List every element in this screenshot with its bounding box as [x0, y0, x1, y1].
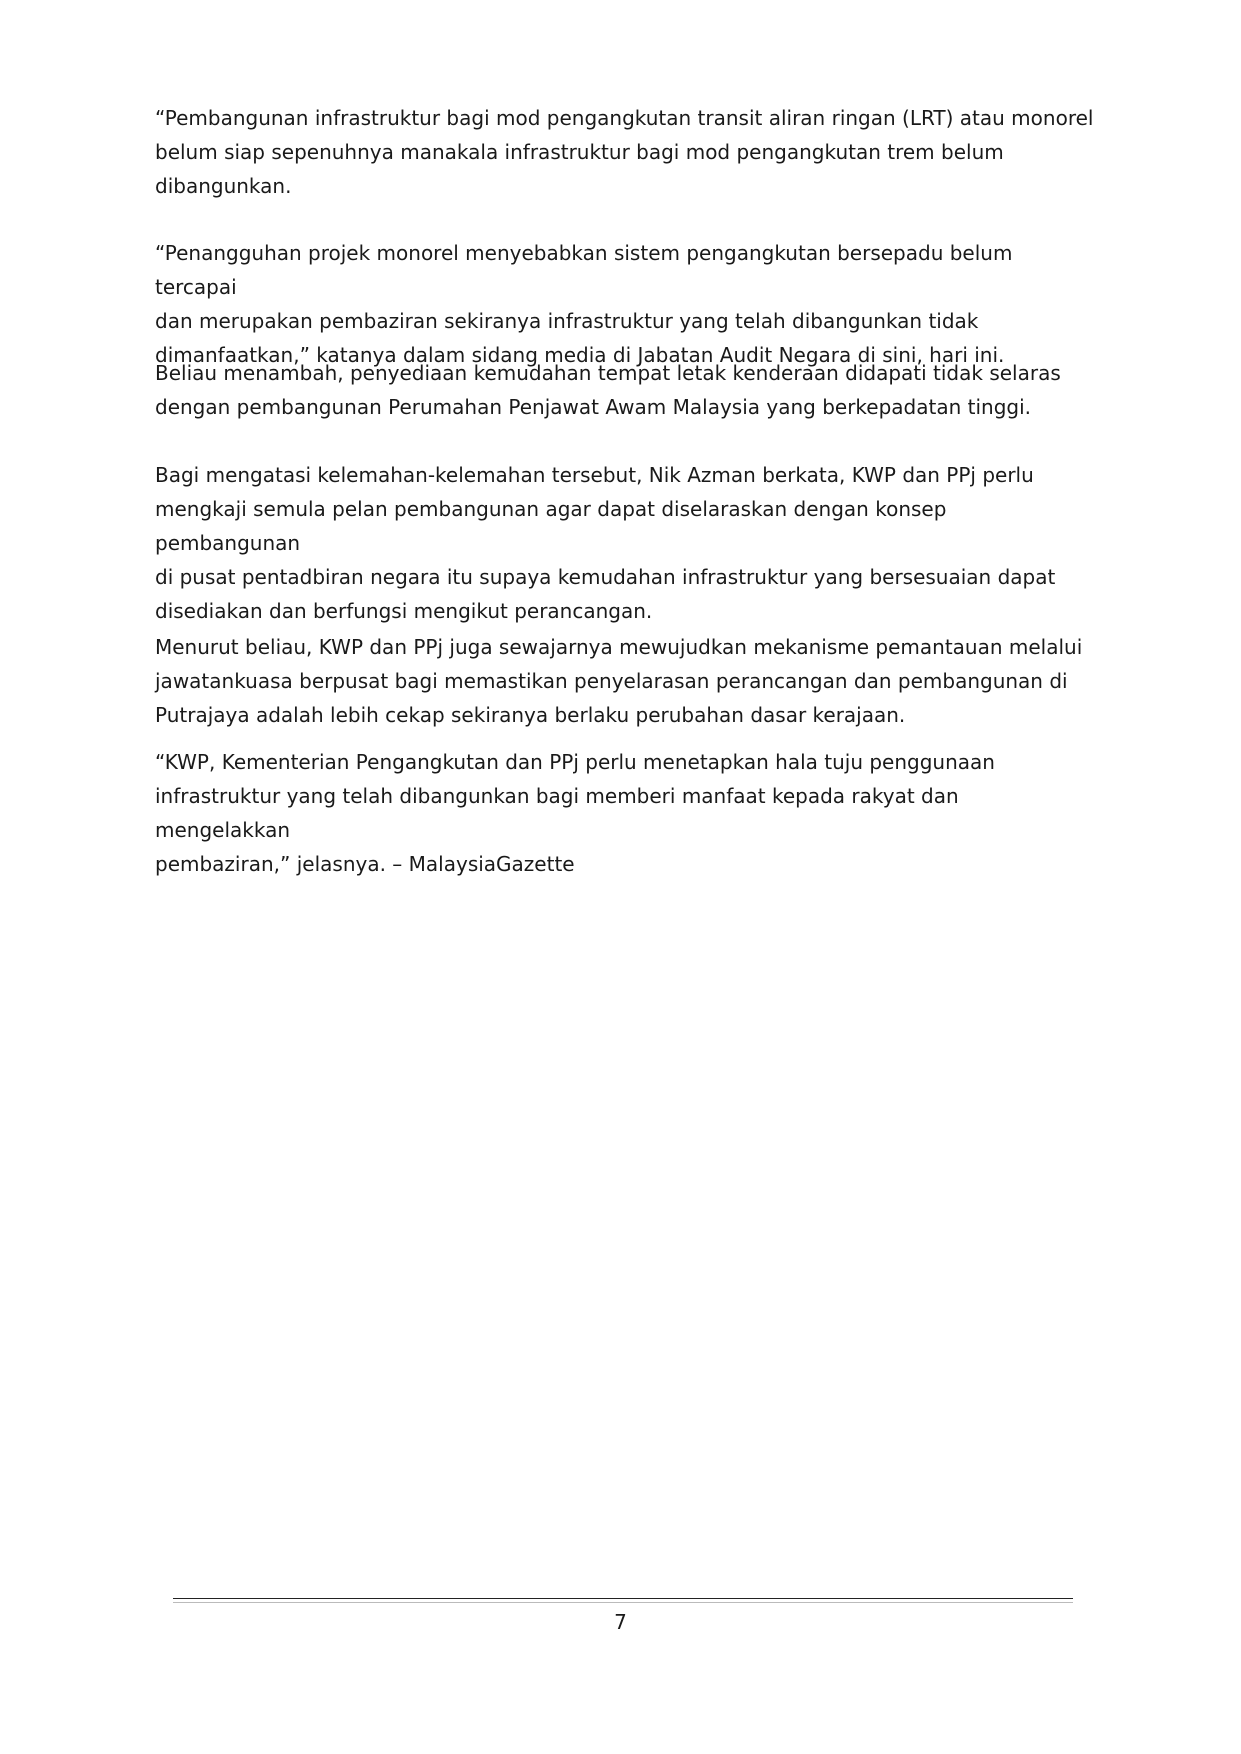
paragraph-lrt-monorail: “Pembangunan infrastruktur bagi mod pengangkutan transit aliran ringan (LRT) atau monorel belum siap sepenuhnya manakala infrastruktur bagi mod pengangkutan trem belum dibangunkan.	[155, 106, 1094, 198]
paragraph-monorail-delay: “Penangguhan projek monorel menyebabkan sistem pengangkutan bersepadu belum tercapai dan merupakan pembaziran sekiranya infrastruktur yang telah dibangunkan tidak dimanfaatkan,” katanya dalam sidang media di Jabatan Audit Negara di sini, hari ini.	[155, 241, 1013, 367]
paragraph-closing-quote: “KWP, Kementerian Pengangkutan dan PPj perlu menetapkan hala tuju penggunaan infrastruktur yang telah dibangunkan bagi memberi manfaat kepada rakyat dan mengelakkan pembaziran,” jelasnya. – MalaysiaGazette	[155, 750, 995, 876]
paragraph-parking: Beliau menambah, penyediaan kemudahan tempat letak kenderaan didapati tidak selaras dengan pembangunan Perumahan Penjawat Awam Malaysia yang berkepadatan tinggi.	[155, 361, 1061, 419]
paragraph-monitoring: Menurut beliau, KWP dan PPj juga sewajarnya mewujudkan mekanisme pemantauan melalui jawatankuasa berpusat bagi memastikan penyelarasan perancangan dan pembangunan di Putrajaya adalah lebih cekap sekiranya berlaku perubahan dasar kerajaan.	[155, 635, 1083, 727]
page-number: 7	[614, 1610, 627, 1634]
footer-divider	[173, 1598, 1073, 1599]
paragraph-recommendation: Bagi mengatasi kelemahan-kelemahan tersebut, Nik Azman berkata, KWP dan PPj perlu mengkaji semula pelan pembangunan agar dapat diselaraskan dengan konsep pembangunan di pusat pentadbiran negara itu supaya kemudahan infrastruktur yang bersesuaian dapat disediakan dan berfungsi mengikut perancangan.	[155, 463, 1056, 623]
footer-divider-shadow	[173, 1602, 1073, 1603]
